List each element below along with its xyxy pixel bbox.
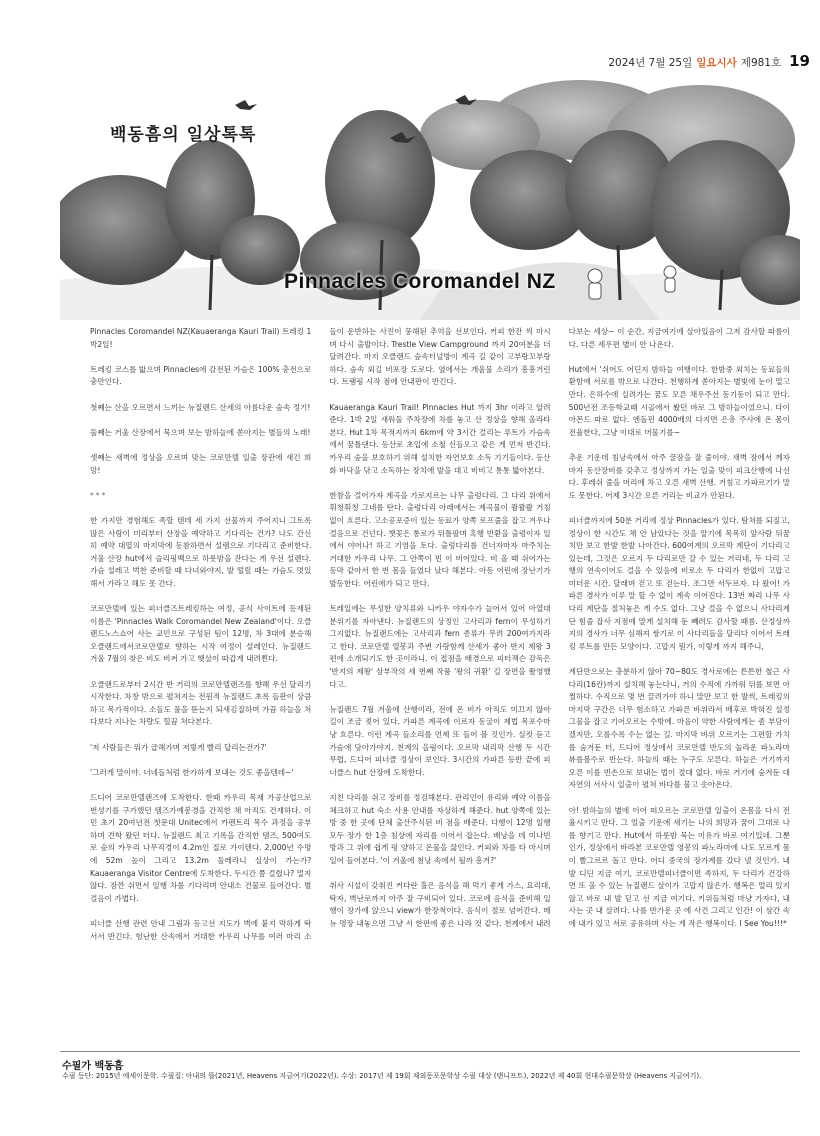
paragraph: 한 가지만 경험해도 족할 텐데 세 가지 선물까지 주어지니 그토록 많은 사람이 미리부터 산장을 예약하고 기다리는 건가? 나도 간신히 예약 대열의 마지막에 동참하면서 설렘으로 기다리고 준비한다. 겨울 산장 hut에서 슬리핑백으로 하룻밤을 잔다는 게 우선 설렌다. 가슴 설레고 벅찬 준비할 때 다녀와야지, 발 떨릴 때는 가슴도 멋있해서 가라고 해도 못 간다. [90,515,312,588]
publication-name: 일요시사 [696,57,737,69]
paragraph: 아! 밤하늘의 별에 이어 떠오르는 코로만델 일출이 온몸을 다시 전율시키고 만다. 그 얼출 기운에 새기는 나의 희망과 꿈이 그대로 나를 향기고 만다. Hut에서 하룻밤 묵는 이유가 바로 여기있네. 그뿐인가, 정상에서 바라본 코로만델 영봉의 파노라마에 나도 모르게 몸이 빨그르르 돌고 만다. 어디 중국의 장가계를 갔다 낼 것인가. 내 발 디딘 지금 여기, 코로만델피너클이면 족하지, 두 다리가 건강하면 또 올 수 있는 뉴질랜드 살이가 고맙지 않은가. 행복은 멀리 있지 않고 바로 내 발 딛고 선 지금 여기다. 키위들처럼 마냥 가자다, 내 사는 곳 내 살려다. 나를 반가운 곳 에 사건 그리고 인간! 이 삼간 속에 내가 있고 서로 공유하며 사는 게 작은 행복이다. I See You!!!* [568,805,790,928]
paragraph: 드디어 코로만델랜즈에 도착한다. 한때 카우리 목재 가공산업으로 번성기를 구가했던 템즈가예봉경을 간직한 채 아직도 건재하다. 이민 초기 20여년전 첫문대 Unitec에서 카펜트리 목수 과정을 공부하며 견학 왔던 터다. 뉴질랜드 최고 기록을 간직한 템즈, 500여도로 숲의 카우리 나무직경이 4.2m인 질로 가이텐다. 2,000년 수명에 52m 높이 그리고 13.2m 둘레라니 실상이 가는가? Kauaeranga Visitor Centre에 도착한다. 두시간 쯤 걸렸나? 멀지 않다. 잠깐 쉬면서 일행 차를 기다리며 안내소 건물로 들어간다. 별걸음이 가볍다. [90,792,312,903]
page-header [580,52,810,70]
paragraph: 지친 다리를 쉬고 장비를 정검해본다. 관리인이 유리와 예약 이름을 체크하고 hut 숙소 사용 안내를 자상하게 해준다. hut 양쪽에 있는 방 중 한 곳에 단체 출산주식된 비 점을 배준다. 다행이 12명 일행 모두 장가 한 1층 침상에 자리를 이어서 잡는다. 배낭을 데 미나빈 방과 그 위에 쉽게 펑 양하고 온물을 끓인다. 커피와 차를 타 마시며 일어 들어본다. '이 겨울에 첨낭 속에서 될까 흥겨?' [329,792,551,865]
issue-date: 2024년 7월 25일 [608,57,693,69]
paragraph: 계단만으로는 충분하지 않아 70~80도 경사로에는 튼튼한 철근 사다리(16칸)까지 설치해 놓는다니, 거의 수직에 가까워 뒤를 보면 아찔하다. 수직으로 몇 번 끌려가야 하니 말만 보고 한 발씩, 트래킹의 마지막 구간은 너무 험소하고 가파른 바위라서 배후로 박혀진 설정 그물을 잡고 기어오르는 수밖에. 마음이 약한 사람에게는 좀 부담이겠지만, 오를수록 수는 없는 길. 마지막 바위 오르기는 그편할 가치를 숨겨둔 터, 드디어 정상에서 코로만델 반도의 놀라운 파노라마 뷰를볼수로 반는다. 하늘의 때는 누구도 모른다. 하늘은 거기까지 오른 이를 빈손으로 보내는 법이 절대 없다. 바로 거기에 숨겨둔 대자연의 서사시 일출이 펼쳐 바다를 물고 솟아온다. [568,667,790,790]
paragraph: 트레킹 코스를 밟으며 Pinnacles에 감전된 가슴은 100% 충전으로 충만인다. [90,364,312,387]
section-separator: *** [90,490,108,500]
paragraph: 뉴질랜드 7월 겨울에 산행이라, 전에 온 비가 아직도 미끄지 않아 길이 조금 젖어 있다. 가파른 계곡에 이르자 동굴이 제법 목포수마냥 흐른다. 이런 계곡 들소리를 언제 또 들어 볼 것인가. 실컷 듣고 가슴에 담아가야지. 천계의 을림이다. 오르막 내리막 산행 두 시간 무렵, 드디어 피너클 정상이 보인다. 3시간의 가파른 등반 끝에 피너클스 hut 산장에 도착한다. [329,704,551,777]
paragraph: Pinnacles Coromandel NZ(Kauaeranga Kauri Trail) 트레킹 1박2일! [90,327,312,349]
column-title: 백동흠의 일상톡톡 [110,125,257,145]
paragraph: 추운 기운데 침낭속에서 아주 꿀잠을 잘 줄이야. 새벽 잠에서 께자마자 동산장비를 갖추고 정상까지 가는 일출 맞이 피크산행에 나선다. 후레쉬 줄을 머리에 차고 오른 새벽 산행. 거침고 가파르기가 말도 못한다. 어제 3시간 오른 거리는 비교가 안된다. [568,452,790,500]
paragraph: 피너클 산행 관련 안내 그림과 등고선 지도가 벽에 붙지 막하게 딱 서서 반긴다. 험난한 산속에서 거대한 카우리 나무를 여러 마리 소들이 운반하는 사진이 뭉해된 추억을 선보인다. 커피 한잔 씩 마시며 다시 출발이다. Trestle View Campground 까지 20여분을 더 달려간다. 마지 오클랜드 숲속터널방이 계곡 길 같이 고부랑꼬부랑 하다. 숲속 외길 비포장 도로다. 옆에서는 개울물 소리가 흥흥거린다. 트램핑 시작 점에 안내판이 반긴다. [90,327,551,941]
paragraph: '그러게 말이야. 너네들처럼 한가하게 보내는 것도 좋을텐데~' [90,767,294,777]
paragraph: Kauaeranga Kauri Trail! Pinnacles Hut 까지 3hr 이라고 알려준다. 1박 2일 새워둘 주차장에 차를 놓고 산 정상을 향해 올라타 본다. Hut 1차 목적지까지 6km에 약 3시간 걸리는 루트가 가슴속에서 꿈틀댄다. 등산로 초입에 소철 신들오고 같은 게 먼저 반긴다. 카우리 숲을 보호하기 위해 설치한 자연보호 소독 기기들이다. 등산화 바닥을 닦고 소독하는 장치에 발을 대고 비비고 통통 밟아본다. [329,402,551,475]
paragraph: 첫째는 산을 오르면서 느끼는 뉴질랜드 산세의 아름다운 숲속 정기! [90,402,311,412]
paragraph: 한참을 걸어가자 계곡을 가로지르는 나무 출렁다리. 그 다리 위에서 휘청휘청 그네를 탄다. 출렁다리 아래에서는 계곡물이 콸콸콸 거침없이 흐른다. 고소공포증이 있는 동료가 양쪽 로프줄을 잡고 겨우나 걸음으로 건넌다. 챗꽃은 통로가 뒤틀팔며 혹행 반환을 출렁이자 일에서 야어나! 하고 기염을 토다. 출렁다리를 건너자마자 마주치는 거대한 카우리 나무. 그 안쪽이 빈 이 비어있다. 비 올 때 쉬어가는 동막 같아서 한 번 몸을 들였다 났다 해본다. 아동 어린애 장난기가 발동한다. 어린애가 되고 만다. [329,490,551,588]
article-title: Pinnacles Coromandel NZ [284,270,556,293]
paragraph: 셋째는 새벽에 정상을 오르며 맞는 코로만델 일출 장관에 새긴 희망! [90,452,312,475]
footer-divider [60,1051,800,1052]
paragraph: 피너클까지에 50분 거리에 정상 Pinnacles가 있다. 탐쳐를 되짚고, 정상이 한 시간도 채 안 남았다는 것을 알기에 목목히 앞사람 뒤꿈치만 보고 한발 한발 나아간다. 600여계의 오르막 계단이 기다리고 있는데, 그것은 오르지 두 다리로만 갈 수 있는 거리네, 두 다리 고행의 연속이어도 걸을 수 있음에 비로소 두 다리가 한없이 고맙고 미더운 시간. 달래며 걷고 또 걷는다. 조그만 서두르자. 다 왔어! 가파른 경사가 이루 말 할 수 없이 계속 이어진다. 13번 짜리 나무 사다리 계단을 절처놓은 게 수도 없다. 그냥 걸을 수 없으니 사다리계단 힘줄 잡사 지점에 말게 설치해 둔 빼려도 감사할 때름. 산정상까지의 경사가 너무 심해져 쌍기로 이 사다리들을 달리다 이어서 트래킹 루트를 만든 모양이다. 고맙지 뭔가, 이렇게 까지 해주니, [568,515,790,651]
paragraph: 오클랜드로부터 2시간 반 거리의 코로만델랜즈를 향해 우선 달리기 시작한다. 차창 밖으로 펼쳐지는 전원적 뉴질랜드 초록 들판이 상큼하고 목가적이다. 소들도 풀을 뜯는지 되새김질하며 가끔 하늘을 쳐다보다 지나는 차량도 힐끔 쳐다본다. [90,679,312,727]
issue-number: 제981호 [740,57,782,69]
paragraph: Hut에서 '쉬어도 어딘지 밤하늘 여행이다. 한밤중 외치는 동료들의 환함에 서로를 밖으로 나간다. 천행하게 쏟아지는 별빛에 눈이 멀고만다. 은하수에 실려가는 꿈도 모른 채우주선 동기동이 되고 만다. 500년전 조등학교때 시골에서 봤던 바로 그 밤하늘이었으니. 다이아몬드 따로 없다. 엔돌핀 4000배의 다지면 은총 주사에 온 몸이 전율한다, 그냥 이대로 머물기를~ [568,364,790,437]
paragraph: 취사 시설이 갖춰진 커다란 홀은 음식을 해 먹기 좋게 가스, 요리대, 탁자, 벽난로까지 아주 잘 구비되어 있다. 코로에 음식을 준비해 일행이 장가에 앉으니 view가 한장척이다. 음식이 절로 넘어간다. 메뉴 명장 내놓으면 그냥 서 한편에 좋은 나라 것 같다. 천계에서 내려다보는 세상~ 이 순간, 지금여기에 살아있음이 그저 감사할 따름이다. 다른 세우편 별이 안 나온다. [329,327,790,928]
paragraph: '저 사람들은 뭐가 급해가며 저렇게 빨리 달리는건가?' [90,742,267,752]
paragraph: 코로만델에 있는 피너클즈트레킹하는 여정, 공식 사이트에 등재된 이름은 'Pinnacles Walk Coromandel New Zealand'이다. 오클랜드노스쇼어 사는 교민으로 구성된 팀이 12명, 차 3대에 분승해 오클랜드에서코로만델로 향하는 시작 여정이 설레인다. 뉴질랜드 겨울 7월의 찾은 비도 비켜 가고 햇살이 따갑게 내려쬔다. [90,604,312,664]
author-name: 수필가 백동흠 [62,1061,124,1072]
author-bio: 수필 등단: 2015년 에세이문학. 수필집: 아내의 뜰(2021년, Heavens 지금여기(2022년). 수상: 2017년 제 19회 재외동포문학상 수필 대상 (탠니프트), 2022년 제 40회 현대수필문학상 (Heavens 지금여기). [62,1072,702,1080]
article-body [90,326,790,1026]
paragraph: 둘째는 거울 산장에서 묵으며 보는 밤하늘에 쏟아지는 별들의 노래! [90,427,311,437]
page-number: 19 [789,52,810,70]
paragraph: 트레일에는 무성한 양치류와 니카우 야자수가 늘어서 있어 아열대 분위기를 자아낸다. 뉴질랜드의 상징인 고사리과 fern이 무성하기 그지없다. 뉴질랜드에는 고사리과 fern 종류가 무려 200여가지라고 한다. 코로만델 열봉과 주변 가랑함께 산세가 좋아 반지 제왕 3편에 소개되기도 한 곳이라니. 이 접점을 배경으로 피터잭슨 감독은 '반지의 제왕' 삼부작의 세 번째 작품 '왕의 귀환' 길 장면을 촬영했다고. [329,604,551,689]
